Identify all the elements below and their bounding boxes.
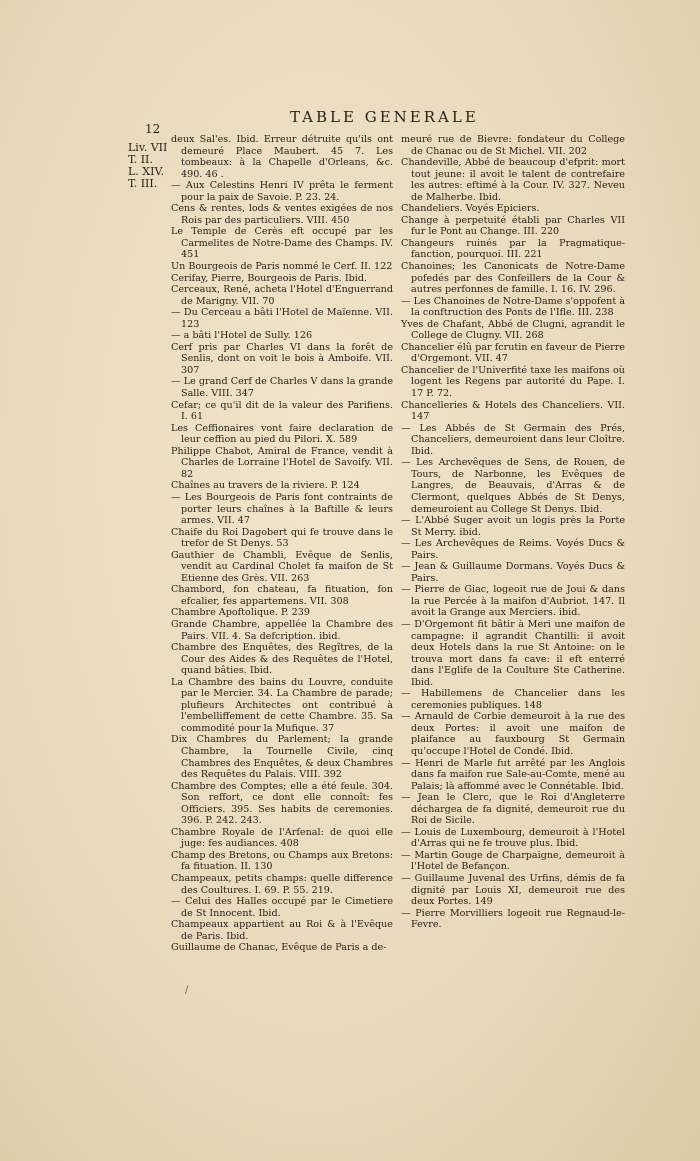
index-entry: — Martin Gouge de Charpaigne, demeuroit à l'Hotel de Befançon. xyxy=(401,849,625,873)
index-entry: Cefar; ce qu'il dit de la valeur des Parifiens. I. 61 xyxy=(171,399,393,423)
index-entry: Les Ceffionaires vont faire declaration de leur ceffion au pied du Pilori. X. 589 xyxy=(171,422,393,446)
index-entry: — D'Orgemont fit bâtir à Meri une maifon de campagne: il agrandit Chantilli: il avoit deux Hotels dans la rue St Antoine: on le trouva mort dans fa cave: il eft enterré dans l'Eglife de la Coulture Ste Catherine. Ibid. xyxy=(401,618,625,688)
margin-note-line: T. II. xyxy=(128,153,153,166)
index-entry: Chancelier élû par fcrutin en faveur de Pierre d'Orgemont. VII. 47 xyxy=(401,341,625,365)
index-entry: Champeaux appartient au Roi & à l'Evêque de Paris. Ibid. xyxy=(171,919,393,942)
index-entry: — Aux Celestins Henri IV prêta le ferment pour la paix de Savoie. P. 23. 24. xyxy=(171,180,393,203)
index-entry: Champ des Bretons, ou Champs aux Bretons: fa fituation. II. 130 xyxy=(171,849,393,873)
index-entry: Cerceaux, René, acheta l'Hotel d'Enguerrand de Marigny. VII. 70 xyxy=(171,284,393,307)
index-entry: — L'Abbé Suger avoit un logis près la Porte St Merry. ibid. xyxy=(401,515,625,538)
index-entry: Chandeville, Abbé de beaucoup d'efprit: mort tout jeune: il avoit le talent de contrefaire les autres: eftimé à la Cour. IV. 327. Neveu de Malherbe. Ibid. xyxy=(401,157,625,203)
index-entry: Chancelier de l'Univerfité taxe les maifons où logent les Regens par autorité du Pape. I. 17 P. 72. xyxy=(401,364,625,400)
index-entry: — Habillemens de Chancelier dans les ceremonies publiques. 148 xyxy=(401,688,625,711)
index-entry: La Chambre des bains du Louvre, conduite par le Mercier. 34. La Chambre de parade; plufieurs Architectes ont contribué à l'embelliffement de cette Chambre. 35. Sa commodité pour la Mufique. 37 xyxy=(171,676,393,734)
index-entry: — Guillaume Juvenal des Urfins, démis de fa dignité par Louis XI, demeuroit rue des deux Portes. 149 xyxy=(401,873,625,908)
index-entry: Chandeliers. Voyés Epiciers. xyxy=(401,203,540,215)
index-entry: Dix Chambres du Parlement; la grande Chambre, la Tournelle Civile, cinq Chambres des Enquêtes, & deux Chambres des Requêtes du Palais. VIII. 392 xyxy=(171,734,393,781)
index-entry: Chanoines; les Canonicats de Notre-Dame pofedés par des Confeillers de la Cour & autres perfonnes de famille. I. 16. IV. 296. xyxy=(401,261,625,296)
margin-note-line: T. III. xyxy=(128,177,158,190)
index-entry: — Les Chanoines de Notre-Dame s'oppofent à la conftruction des Ponts de l'Ifle. III. 238 xyxy=(401,295,625,319)
margin-note-line: L. XIV. xyxy=(128,165,164,178)
right-column xyxy=(401,134,625,931)
index-entry: — Le grand Cerf de Charles V dans la grande Salle. VIII. 347 xyxy=(171,376,393,400)
index-entry: Chambre des Comptes; elle a été feule. 304. Son reffort, ce dont elle connoît: fes Officiers. 395. Ses habits de ceremonies. 396. P. 242. 243. xyxy=(171,780,393,827)
index-entry: Chaînes au travers de la riviere. P. 124 xyxy=(171,480,360,492)
running-head: TABLE GENERALE xyxy=(290,108,479,126)
index-entry: Chambord, fon chateau, fa fituation, fon efcalier, fes appartemens. VII. 308 xyxy=(171,584,393,607)
index-entry: Changeurs ruinés par la Pragmatique-fanction, pourquoi. III. 221 xyxy=(401,237,625,261)
index-entry: — Celui des Halles occupé par le Cimetiere de St Innocent. Ibid. xyxy=(171,896,393,919)
index-entry: — Jean & Guillaume Dormans. Voyés Ducs & Pairs. xyxy=(401,561,625,584)
index-entry: — Louis de Luxembourg, demeuroit à l'Hotel d'Arras qui ne fe trouve plus. Ibid. xyxy=(401,826,625,850)
index-entry: — Les Bourgeois de Paris font contraints de porter leurs chaînes à la Baftille & leurs armes. VII. 47 xyxy=(171,491,393,527)
index-entry: Cerf pris par Charles VI dans la forêt de Senlis, dont on voit le bois à Amboife. VII. 307 xyxy=(171,341,393,376)
page-number: 12 xyxy=(145,122,161,136)
index-entry: Grande Chambre, appellée la Chambre des Pairs. VII. 4. Sa defcription. ibid. xyxy=(171,618,393,642)
index-entry: — Les Archevêques de Sens, de Rouen, de Tours, de Narbonne, les Evêques de Langres, de Beauvais, d'Arras & de Clermont, quelques Abbés de St Denys, demeuroient au College St Denys. Ibid. xyxy=(401,457,625,515)
index-entry: Un Bourgeois de Paris nommé le Cerf. II. 122 xyxy=(171,261,393,273)
index-entry: Chaife du Roi Dagobert qui fe trouve dans le trefor de St Denys. 53 xyxy=(171,526,393,550)
index-entry: — a bâti l'Hotel de Sully. 126 xyxy=(171,330,313,342)
index-entry: Le Temple de Cerès eft occupé par les Carmelites de Notre-Dame des Champs. IV. 451 xyxy=(171,226,393,261)
index-entry: deux Sal'es. Ibid. Erreur détruite qu'ils ont demeuré Place Maubert. 45 7. Les tombeaux: à la Chapelle d'Orleans, &c. 490. 46 . xyxy=(171,134,393,180)
index-entry: Guillaume de Chanac, Evêque de Paris a de- xyxy=(171,942,387,954)
index-entry: Cerifay, Pierre, Bourgeois de Paris. Ibid. xyxy=(171,272,368,284)
index-entry: — Pierre de Giac, logeoit rue de Joui & dans la rue Percée à la maifon d'Aubriot. 147. Il avoit la Grange aux Merciers. ibid. xyxy=(401,584,625,619)
index-entry: Gauthier de Chambli, Evêque de Senlis, vendit au Cardinal Cholet fa maifon de St Etienne des Grès. VII. 263 xyxy=(171,549,393,584)
index-entry: — Arnauld de Corbie demeuroit à la rue des deux Portes: il avoit une maifon de plaifance au fauxbourg St Germain qu'occupe l'Hotel de Condé. Ibid. xyxy=(401,711,625,757)
index-entry: Change à perpetuité établi par Charles VII fur le Pont au Change. III. 220 xyxy=(401,214,625,238)
index-entry: — Henri de Marle fut arrêté par les Anglois dans fa maifon rue Sale-au-Comte, mené au Palais; là affommé avec le Connétable. Ibid. xyxy=(401,757,625,792)
index-entry: Champeaux, petits champs: quelle difference des Coultures. I. 69. P. 55. 219. xyxy=(171,873,393,896)
index-entry: — Jean le Clerc, que le Roi d'Angleterre déchargea de fa dignité, demeuroit rue du Roi de Sicile. xyxy=(401,792,625,827)
index-entry: Chancelleries & Hotels des Chanceliers. VII. 147 xyxy=(401,399,625,423)
left-column xyxy=(171,134,393,954)
index-entry: Chambre Royale de l'Arfenal: de quoi elle juge: fes audiances. 408 xyxy=(171,826,393,850)
stray-mark: / xyxy=(185,985,189,996)
index-entry: — Les Archevêques de Reims. Voyés Ducs & Pairs. xyxy=(401,538,625,561)
margin-note-line: Liv. VII xyxy=(128,141,168,154)
index-entry: Philippe Chabot, Amiral de France, vendit à Charles de Lorraine l'Hotel de Savoify. VII. 82 xyxy=(171,445,393,480)
index-entry: — Du Cerceau a bâti l'Hotel de Maïenne. VII. 123 xyxy=(171,307,393,330)
index-entry: Cens & rentes, lods & ventes exigées de nos Rois par des particuliers. VIII. 450 xyxy=(171,203,393,226)
index-entry: — Les Abbés de St Germain des Prés, Chanceliers, demeuroient dans leur Cloître. Ibid. xyxy=(401,422,625,457)
index-entry: Chambre Apoftolique. P. 239 xyxy=(171,607,310,619)
index-entry: — Pierre Morvilliers logeoit rue Regnaud-le-Fevre. xyxy=(401,907,625,931)
index-entry: Chambre des Enquêtes, des Regîtres, de la Cour des Aides & des Requêtes de l'Hotel, quand bâties. Ibid. xyxy=(171,642,393,677)
index-entry: Yves de Chafant, Abbé de Clugni, agrandit le College de Clugny. VII. 268 xyxy=(401,318,625,342)
index-entry: meuré rue de Bievre: fondateur du College de Chanac ou de St Michel. VII. 202 xyxy=(401,134,625,157)
